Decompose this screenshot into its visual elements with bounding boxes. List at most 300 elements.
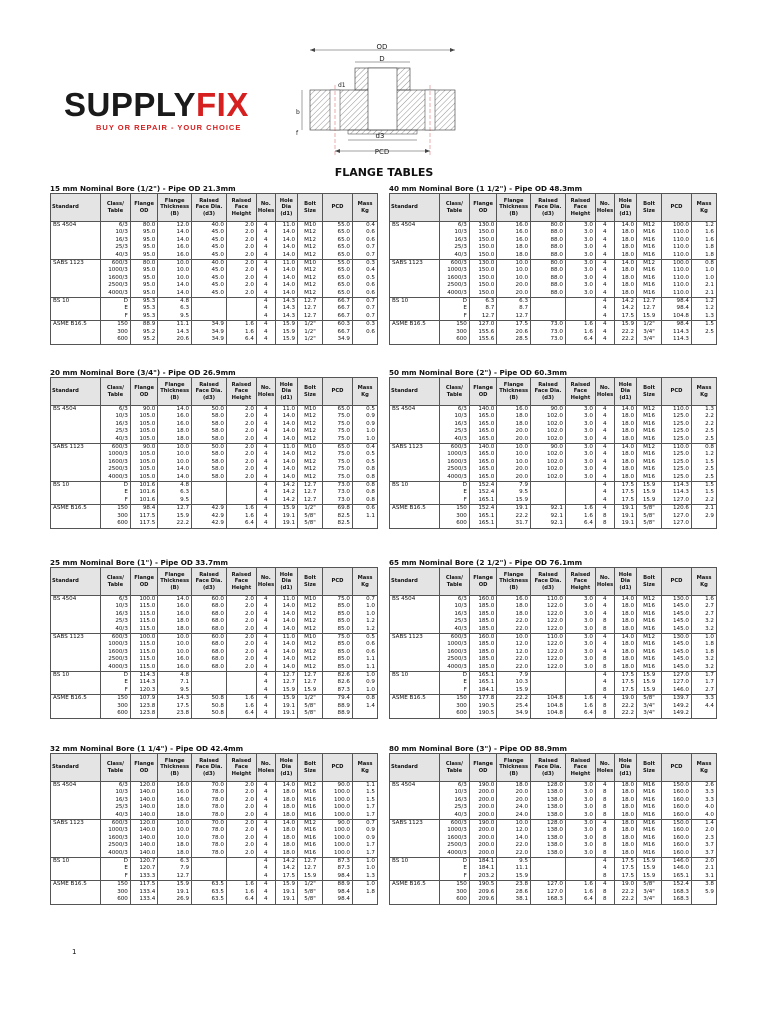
table-cell: 14.0: [158, 290, 192, 298]
column-header: Hole Dia (d1): [614, 194, 636, 222]
column-header: PCD: [323, 568, 353, 596]
table-cell: 150.0: [469, 244, 496, 251]
table-cell: 0.5: [352, 275, 377, 282]
table-cell: 63.5: [192, 889, 227, 896]
table-cell: M12: [298, 428, 323, 435]
table-cell: 4: [595, 336, 614, 344]
table-cell: 1/2": [637, 321, 662, 329]
table-cell: 101.6: [130, 482, 157, 490]
table-cell: 88.0: [531, 229, 566, 236]
table-cell: 117.5: [130, 513, 157, 520]
table-cell: 600: [439, 896, 469, 904]
table-cell: 150.0: [662, 820, 692, 828]
table-cell: 2.3: [691, 835, 716, 842]
table-cell: 133.4: [130, 896, 157, 904]
table-cell: 14.0: [275, 611, 297, 618]
table-cell: 1.7: [691, 672, 716, 680]
column-header: No. Holes: [595, 194, 614, 222]
table-cell: [565, 687, 595, 695]
table-cell: 4: [256, 827, 275, 834]
table-cell: 8: [595, 710, 614, 718]
column-header: Bolt Size: [298, 194, 323, 222]
table-cell: 4: [256, 896, 275, 904]
table-cell: 18.0: [275, 835, 297, 842]
table-cell: 150: [439, 881, 469, 889]
table-cell: 10.0: [158, 260, 192, 268]
standard-cell: [390, 889, 440, 896]
table-cell: 68.0: [192, 656, 227, 663]
table-row: [390, 413, 717, 420]
table-cell: 152.4: [469, 482, 496, 490]
table-cell: 14.0: [275, 436, 297, 444]
table-cell: 14.0: [158, 229, 192, 236]
table-cell: 1000/3: [439, 451, 469, 458]
table-cell: 1.4: [691, 820, 716, 828]
table-cell: 1.5: [691, 459, 716, 466]
standard-cell: [390, 664, 440, 672]
table-row: [390, 611, 717, 618]
table-cell: 18.0: [614, 611, 636, 618]
table-cell: 4: [595, 321, 614, 329]
table-cell: 300: [439, 889, 469, 896]
table-cell: 16/3: [439, 421, 469, 428]
column-header: Flange OD: [469, 194, 496, 222]
table-cell: 2.0: [226, 664, 256, 672]
table-cell: 168.3: [531, 896, 566, 904]
table-cell: 1600/3: [100, 275, 130, 282]
table-cell: 18.0: [614, 782, 636, 790]
table-cell: 66.7: [323, 298, 353, 306]
table-cell: 145.0: [662, 656, 692, 663]
table-cell: M12: [637, 406, 662, 414]
column-header: Mass Kg: [352, 378, 377, 406]
table-cell: 100.0: [662, 222, 692, 230]
table-cell: M16: [637, 782, 662, 790]
table-cell: 16.0: [497, 406, 531, 414]
table-cell: 12.7: [298, 858, 323, 866]
table-cell: 14.0: [275, 267, 297, 274]
table-cell: 18.0: [275, 827, 297, 834]
table-cell: 2.0: [226, 782, 256, 790]
table-cell: 1600/3: [439, 835, 469, 842]
table-cell: 25/3: [439, 244, 469, 251]
table-cell: [192, 482, 227, 490]
table-cell: 104.8: [531, 710, 566, 718]
table-cell: 92.1: [531, 505, 566, 513]
table-cell: 75.0: [323, 466, 353, 473]
standard-cell: BS 4504: [390, 406, 440, 414]
table-cell: 1.0: [352, 436, 377, 444]
table-cell: M16: [637, 827, 662, 834]
table-cell: 98.4: [662, 305, 692, 312]
table-cell: 12.7: [497, 313, 531, 321]
table-cell: 600/3: [100, 820, 130, 828]
table-cell: 140.0: [130, 835, 157, 842]
table-cell: 3.0: [565, 290, 595, 298]
table-cell: 5/8": [637, 695, 662, 703]
table-cell: 2.5: [691, 474, 716, 482]
table-cell: 1.5: [352, 789, 377, 796]
table-cell: 5/8": [298, 889, 323, 896]
standard-cell: BS 10: [51, 858, 101, 866]
table-cell: [352, 520, 377, 528]
column-header: PCD: [662, 194, 692, 222]
table-cell: [565, 873, 595, 881]
table-cell: 18.0: [614, 626, 636, 634]
table-cell: 2.0: [226, 444, 256, 452]
standard-cell: [51, 237, 101, 244]
table-row: [390, 842, 717, 849]
table-cell: 2.0: [226, 466, 256, 473]
table-cell: 2.0: [226, 611, 256, 618]
table-cell: 14.0: [275, 413, 297, 420]
table-cell: 110.0: [662, 252, 692, 260]
table-cell: 8: [595, 656, 614, 663]
table-cell: 92.1: [531, 513, 566, 520]
standard-cell: [390, 252, 440, 260]
table-cell: 95.2: [130, 336, 157, 344]
table-cell: 3.0: [565, 782, 595, 790]
table-row: [390, 298, 717, 306]
table-cell: 73.0: [531, 321, 566, 329]
table-row: [51, 336, 378, 344]
table-cell: 58.0: [192, 451, 227, 458]
table-cell: 4.4: [691, 703, 716, 710]
standard-cell: [51, 428, 101, 435]
page-header: [0, 0, 768, 170]
table-cell: 40/3: [439, 436, 469, 444]
standard-cell: [390, 497, 440, 505]
standard-cell: [390, 436, 440, 444]
standard-cell: [51, 305, 101, 312]
table-cell: 2.0: [226, 827, 256, 834]
table-cell: 8: [595, 513, 614, 520]
column-header: Flange Thickness (B): [497, 754, 531, 782]
table-row: [390, 649, 717, 656]
table-cell: M16: [298, 812, 323, 820]
standard-cell: [51, 865, 101, 872]
table-cell: 87.3: [323, 865, 353, 872]
table-cell: 3.0: [565, 626, 595, 634]
table-cell: 4: [256, 520, 275, 528]
table-cell: F: [100, 687, 130, 695]
table-cell: 102.0: [531, 421, 566, 428]
table-cell: 4: [256, 641, 275, 648]
table-cell: 58.0: [192, 474, 227, 482]
table-cell: 2500/3: [100, 282, 130, 289]
section-title: 32 mm Nominal Bore (1 1/4") - Pipe OD 42.4mm: [50, 744, 244, 753]
table-cell: 18.0: [614, 237, 636, 244]
table-cell: 300: [100, 329, 130, 336]
table-cell: 17.5: [614, 489, 636, 496]
table-cell: 1600/3: [100, 649, 130, 656]
table-cell: 10.0: [158, 459, 192, 466]
table-cell: 127.0: [469, 321, 496, 329]
table-cell: 160.0: [469, 596, 496, 604]
table-cell: 16/3: [439, 611, 469, 618]
table-cell: 88.9: [323, 703, 353, 710]
table-cell: 133.3: [130, 873, 157, 881]
table-cell: 2500/3: [439, 466, 469, 473]
table-cell: 4: [256, 789, 275, 796]
standard-cell: BS 4504: [390, 782, 440, 790]
table-cell: 73.0: [531, 336, 566, 344]
table-cell: 17.5: [158, 703, 192, 710]
table-cell: 14.0: [614, 444, 636, 452]
table-cell: 160.0: [662, 835, 692, 842]
table-cell: 98.4: [323, 889, 353, 896]
table-cell: M12: [298, 451, 323, 458]
table-row: [51, 649, 378, 656]
table-cell: 14.0: [275, 820, 297, 828]
table-cell: 18.0: [497, 603, 531, 610]
table-cell: 14.0: [158, 466, 192, 473]
table-cell: 127.0: [531, 881, 566, 889]
section-0: [50, 184, 378, 345]
table-cell: 87.3: [323, 858, 353, 866]
table-cell: M16: [637, 474, 662, 482]
column-header: Standard: [390, 378, 440, 406]
table-cell: 125.0: [662, 421, 692, 428]
page-title: FLANGE TABLES: [334, 166, 434, 179]
table-cell: 12.7: [298, 672, 323, 680]
table-cell: M12: [298, 820, 323, 828]
table-cell: 18.0: [614, 244, 636, 251]
table-row: [51, 634, 378, 642]
table-cell: 58.0: [192, 413, 227, 420]
table-cell: 600: [100, 336, 130, 344]
table-cell: 68.0: [192, 603, 227, 610]
table-cell: 15.9: [637, 482, 662, 490]
table-cell: 1.6: [226, 505, 256, 513]
table-cell: F: [439, 497, 469, 505]
table-cell: 2.7: [691, 603, 716, 610]
standard-cell: [390, 896, 440, 904]
table-cell: 4: [256, 634, 275, 642]
table-cell: M12: [298, 252, 323, 260]
table-cell: 95.0: [130, 267, 157, 274]
table-cell: 68.0: [192, 611, 227, 618]
table-cell: 1600/3: [439, 459, 469, 466]
label-d1: d1: [338, 82, 346, 89]
table-cell: 125.0: [662, 459, 692, 466]
table-cell: 7.9: [497, 482, 531, 490]
section-7: [389, 744, 717, 905]
table-cell: D: [100, 858, 130, 866]
table-cell: 125.0: [662, 413, 692, 420]
table-cell: 138.0: [531, 789, 566, 796]
column-header: No. Holes: [595, 754, 614, 782]
table-cell: 110.0: [662, 282, 692, 289]
table-row: [390, 618, 717, 625]
table-cell: 3.0: [565, 459, 595, 466]
table-row: [51, 282, 378, 289]
table-cell: 1.0: [352, 611, 377, 618]
standard-cell: [51, 489, 101, 496]
table-cell: 4: [256, 459, 275, 466]
table-cell: 150.0: [469, 282, 496, 289]
table-cell: 15.9: [637, 858, 662, 866]
table-cell: 2500/3: [439, 282, 469, 289]
table-cell: 165.0: [469, 436, 496, 444]
table-cell: 18.0: [158, 618, 192, 625]
table-cell: 3.0: [565, 451, 595, 458]
table-cell: 138.0: [531, 804, 566, 811]
standard-cell: SABS 1123: [390, 820, 440, 828]
table-cell: 0.8: [352, 482, 377, 490]
table-cell: 102.0: [531, 428, 566, 435]
column-header: Bolt Size: [298, 378, 323, 406]
table-cell: 40.0: [192, 222, 227, 230]
table-cell: 16.0: [497, 222, 531, 230]
column-header: Standard: [51, 568, 101, 596]
table-row: [390, 305, 717, 312]
table-cell: E: [100, 679, 130, 686]
table-cell: 25/3: [100, 804, 130, 811]
table-row: [390, 237, 717, 244]
table-cell: 58.0: [192, 436, 227, 444]
standard-cell: [51, 873, 101, 881]
table-cell: 146.0: [662, 687, 692, 695]
table-cell: 15.9: [497, 687, 531, 695]
table-cell: 5/8": [298, 710, 323, 718]
table-cell: 6.4: [565, 336, 595, 344]
table-cell: 18.0: [614, 290, 636, 298]
table-cell: M16: [637, 804, 662, 811]
table-cell: 14.2: [275, 497, 297, 505]
table-cell: 1.2: [352, 626, 377, 634]
column-header: Raised Face Height: [226, 378, 256, 406]
column-header: Flange OD: [469, 754, 496, 782]
table-cell: [691, 336, 716, 344]
table-cell: 1.2: [691, 298, 716, 306]
table-cell: 16.0: [158, 244, 192, 251]
table-cell: 1.6: [226, 695, 256, 703]
table-cell: 4: [595, 444, 614, 452]
table-row: [51, 820, 378, 828]
table-cell: 130.0: [662, 596, 692, 604]
table-cell: 200.0: [469, 827, 496, 834]
table-cell: 2.0: [226, 290, 256, 298]
table-cell: 0.6: [352, 237, 377, 244]
table-cell: 1600/3: [100, 459, 130, 466]
table-cell: 73.0: [323, 489, 353, 496]
table-cell: 6.3: [158, 858, 192, 866]
table-cell: M16: [637, 428, 662, 435]
standard-cell: [51, 244, 101, 251]
table-cell: 2500/3: [100, 842, 130, 849]
table-cell: 14.0: [614, 596, 636, 604]
table-cell: 18.0: [614, 641, 636, 648]
table-cell: 3/4": [637, 889, 662, 896]
table-row: [51, 413, 378, 420]
table-cell: 1.6: [226, 321, 256, 329]
table-cell: 100.0: [130, 634, 157, 642]
table-cell: 1/2": [298, 336, 323, 344]
table-cell: 3/4": [637, 329, 662, 336]
table-header-row: [51, 378, 378, 406]
column-header: No. Holes: [595, 378, 614, 406]
table-cell: 4: [256, 336, 275, 344]
table-cell: 2.0: [226, 275, 256, 282]
table-cell: 10.0: [497, 820, 531, 828]
table-row: [51, 244, 378, 251]
table-cell: 4: [595, 436, 614, 444]
table-cell: 10.0: [497, 459, 531, 466]
table-cell: 65.0: [323, 275, 353, 282]
table-cell: 16/3: [100, 421, 130, 428]
table-cell: 1.0: [352, 672, 377, 680]
table-cell: 168.3: [662, 889, 692, 896]
table-cell: M16: [637, 413, 662, 420]
column-header: Raised Face Height: [565, 194, 595, 222]
table-cell: 1.6: [565, 513, 595, 520]
table-row: [51, 505, 378, 513]
standard-cell: [390, 305, 440, 312]
table-cell: M12: [298, 436, 323, 444]
label-b: b: [296, 109, 300, 116]
supplyfix-logo: [64, 86, 249, 132]
table-cell: 22.0: [497, 626, 531, 634]
table-cell: 14.2: [275, 865, 297, 872]
table-cell: 6/3: [439, 222, 469, 230]
section-3: [389, 368, 717, 529]
table-cell: 16.0: [158, 789, 192, 796]
table-cell: [226, 873, 256, 881]
table-cell: 4: [256, 413, 275, 420]
table-cell: E: [439, 865, 469, 872]
table-cell: 14.0: [275, 656, 297, 663]
table-cell: M16: [637, 649, 662, 656]
table-row: [390, 282, 717, 289]
table-cell: 40/3: [439, 812, 469, 820]
table-cell: 85.0: [323, 649, 353, 656]
table-cell: 0.6: [352, 641, 377, 648]
table-cell: 165.1: [469, 497, 496, 505]
table-cell: 42.9: [192, 520, 227, 528]
standard-cell: BS 4504: [51, 782, 101, 790]
table-cell: 3.0: [565, 444, 595, 452]
flange-table: [389, 753, 717, 905]
table-cell: 155.6: [469, 329, 496, 336]
table-cell: 0.9: [352, 413, 377, 420]
table-cell: M12: [637, 260, 662, 268]
table-cell: 20.0: [497, 428, 531, 435]
table-cell: 34.9: [192, 336, 227, 344]
standard-cell: [51, 687, 101, 695]
table-cell: M16: [637, 797, 662, 804]
table-row: [390, 336, 717, 344]
standard-cell: [390, 489, 440, 496]
table-cell: 115.0: [130, 618, 157, 625]
table-cell: 3.0: [565, 618, 595, 625]
table-cell: 17.5: [614, 679, 636, 686]
table-cell: 2.0: [226, 641, 256, 648]
table-cell: 6/3: [439, 406, 469, 414]
table-cell: M12: [298, 782, 323, 790]
table-cell: 18.0: [614, 664, 636, 672]
table-cell: 14.0: [275, 244, 297, 251]
table-cell: 2.0: [691, 827, 716, 834]
table-cell: 0.3: [352, 321, 377, 329]
table-cell: 4: [256, 466, 275, 473]
table-cell: 145.0: [662, 641, 692, 648]
standard-cell: [390, 626, 440, 634]
column-header: Hole Dia (d1): [614, 378, 636, 406]
table-cell: 5/8": [298, 513, 323, 520]
column-header: Hole Dia (d1): [275, 754, 297, 782]
table-cell: 12.7: [637, 298, 662, 306]
